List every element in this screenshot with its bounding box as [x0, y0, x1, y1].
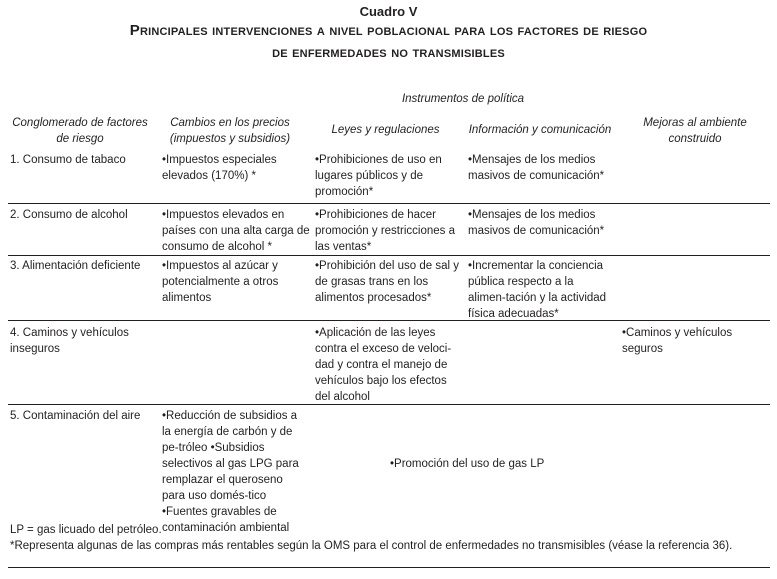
cell-factor: 1. Consumo de tabaco [10, 154, 126, 166]
column-header-laws: Leyes y regulaciones [331, 124, 440, 136]
cell-prices: •Reducción de subsidios a la energía de carbón y de pe-tróleo •Subsidios selectivos al gas LPG para remplazar el queroseno para uso domés-tico •Fuentes gravables de contaminación ambiental [162, 410, 299, 534]
cell-factor: 5. Contaminación del aire [10, 410, 141, 422]
cell-factor: 2. Consumo de alcohol [10, 209, 128, 221]
cell-laws-information: •Promoción del uso de gas LP [390, 458, 545, 470]
cell-laws: •Aplicación de las leyes contra el exceso de veloci-dad y contra el manejo de vehículos bajo los efectos del alcohol [315, 327, 452, 403]
cell-prices: •Impuestos elevados en países con una alta carga de consumo de alcohol * [162, 209, 310, 253]
cell-factor: 3. Alimentación deficiente [10, 260, 141, 272]
cell-prices: •Impuestos al azúcar y potencialmente a otros alimentos [162, 260, 279, 304]
cell-environment: •Caminos y vehículos seguros [622, 327, 733, 355]
cell-laws: •Prohibición del uso de sal y de grasas trans en los alimentos procesados* [315, 260, 460, 304]
bottom-rule [8, 567, 770, 568]
cell-laws: •Prohibiciones de uso en lugares públicos y de promoción* [315, 154, 442, 198]
column-header-prices: Cambios en los precios (impuestos y subsidios) [169, 117, 291, 145]
table-title-line1: Principales intervenciones a nivel poblacional para los factores de riesgo [129, 22, 648, 39]
table-title-line2: de enfermedades no transmisibles [272, 44, 505, 61]
cell-prices: •Impuestos especiales elevados (170%) * [162, 154, 277, 182]
row-divider [8, 255, 770, 256]
column-header-environment: Mejoras al ambiente construido [643, 117, 747, 145]
table-caption: Cuadro V [359, 4, 418, 19]
column-header-factor: Conglomerado de factores de riesgo [12, 117, 148, 145]
cell-information: •Mensajes de los medios masivos de comunicación* [468, 154, 605, 182]
row-divider [8, 320, 770, 321]
cell-factor: 4. Caminos y vehículos inseguros [10, 327, 129, 355]
row-divider [8, 203, 770, 204]
cell-information: •Incrementar la conciencia pública respecto a la alimen-tación y la actividad física adecuadas* [468, 260, 607, 320]
row-divider [8, 404, 770, 405]
cell-laws: •Prohibiciones de hacer promoción y restricciones a las ventas* [315, 209, 455, 253]
footnote-abbreviation: LP = gas licuado del petróleo. [10, 524, 162, 536]
group-header: Instrumentos de política [401, 93, 525, 105]
cell-information: •Mensajes de los medios masivos de comunicación* [468, 209, 605, 237]
column-header-information: Información y comunicación [468, 124, 612, 136]
footnote-asterisk: *Representa algunas de las compras más rentables según la OMS para el control de enfermedades no transmisibles (véase la referencia 36). [10, 540, 733, 552]
